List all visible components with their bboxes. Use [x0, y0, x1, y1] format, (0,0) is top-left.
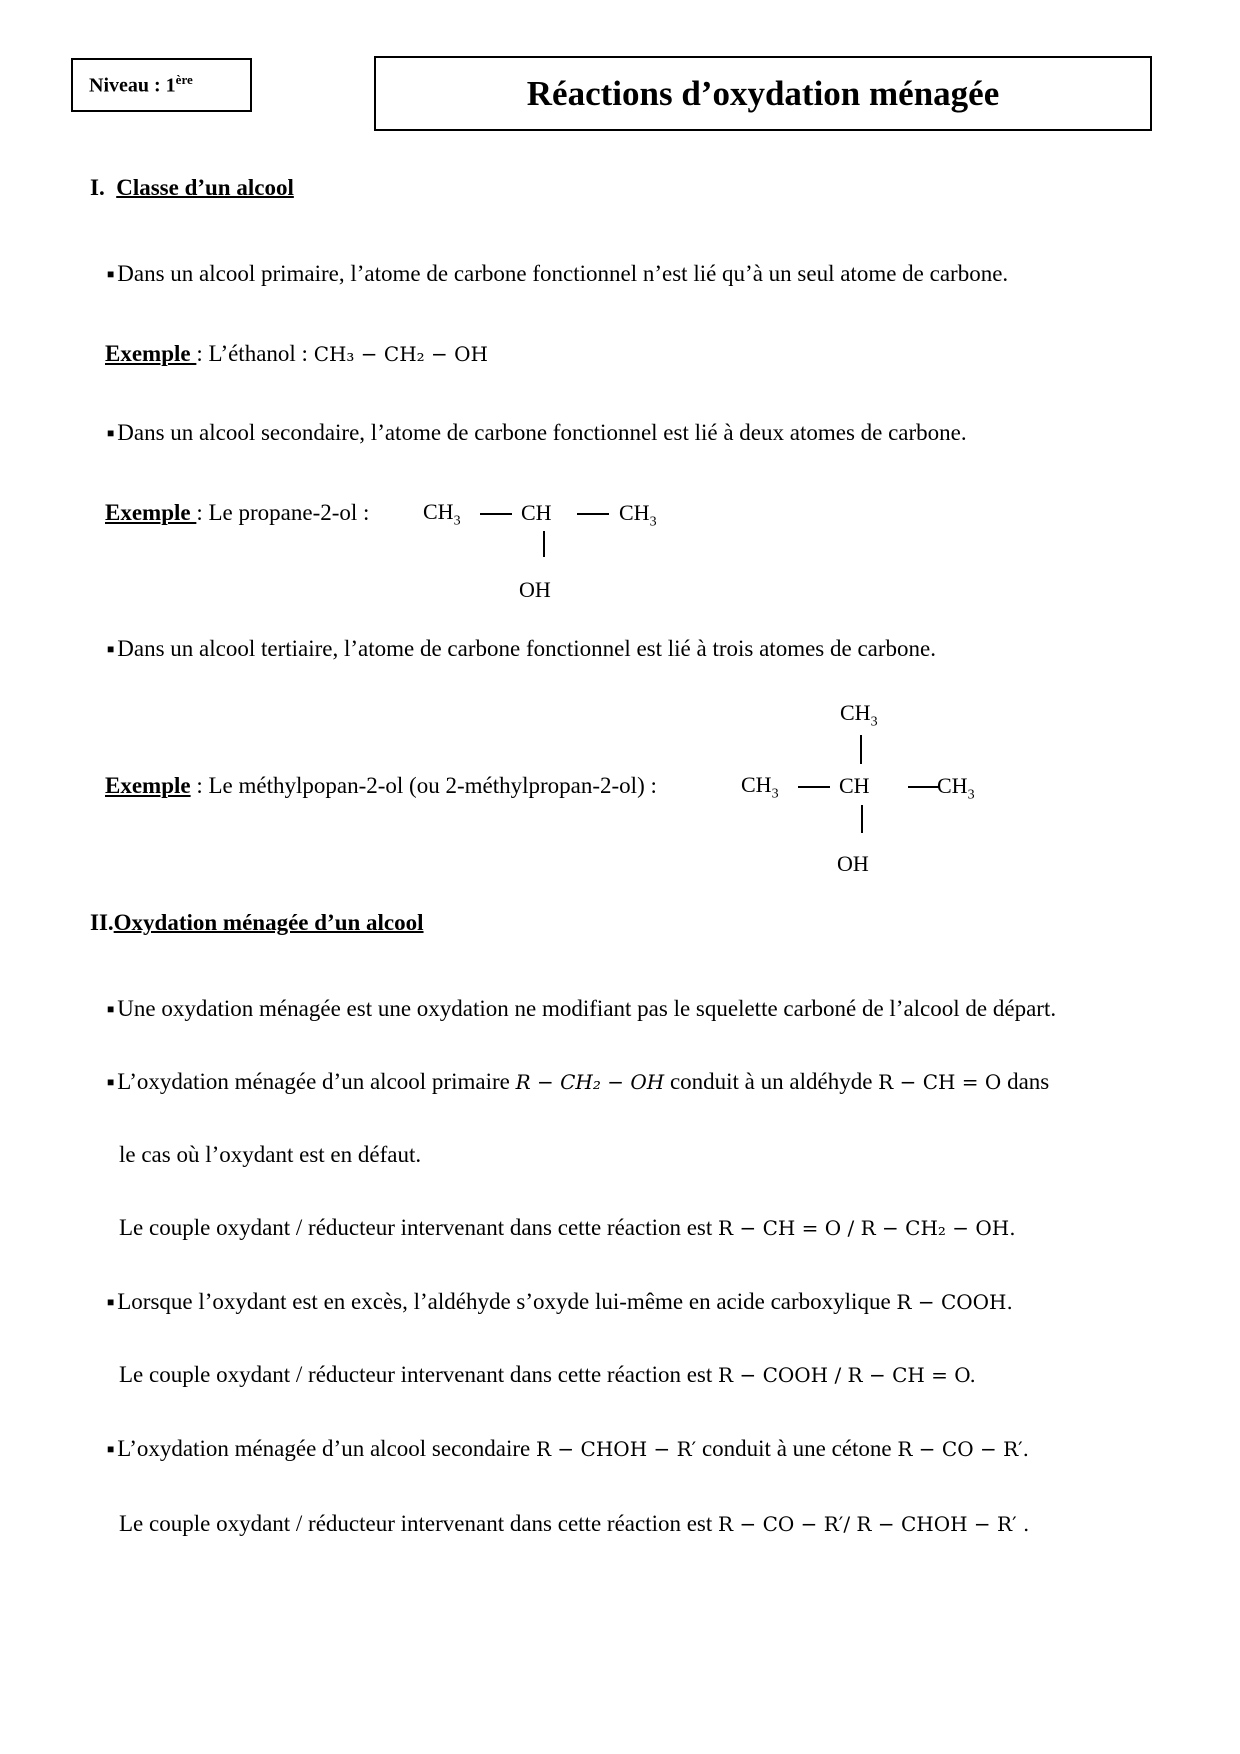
paragraph-couple-3: Le couple oxydant / réducteur intervenant dans cette réaction est R − CO − R′/ R − CHOH − R′ .: [119, 1511, 1030, 1536]
paragraph-couple-2: Le couple oxydant / réducteur intervenant dans cette réaction est R − COOH / R − CH = O.: [119, 1362, 976, 1387]
section-1-heading: I. Classe d’un alcool: [90, 175, 294, 200]
paragraph-excess-oxidant: ■ Lorsque l’oxydant est en excès, l’aldéhyde s’oxyde lui-même en acide carboxylique R − COOH.: [107, 1289, 1013, 1314]
paragraph-primary-oxidation: ■ L’oxydation ménagée d’un alcool primaire R − CH₂ − OH conduit à un aldéhyde R − CH = O dans: [107, 1069, 1050, 1094]
example-ethanol: Exemple : L’éthanol : CH₃ − CH₂ − OH: [105, 341, 488, 366]
paragraph-definition: ■ Une oxydation ménagée est une oxydation ne modifiant pas le squelette carboné de l’alcool de départ.: [107, 996, 1057, 1021]
paragraph-tertiary: ■ Dans un alcool tertiaire, l’atome de carbone fonctionnel est lié à trois atomes de carbone.: [107, 636, 936, 661]
example-methylpropanol: Exemple : Le méthylpopan-2-ol (ou 2-méthylpropan-2-ol) :: [105, 773, 657, 798]
paragraph-primary: ■ Dans un alcool primaire, l’atome de carbone fonctionnel n’est lié qu’à un seul atome de carbone.: [107, 261, 1009, 286]
paragraph-primary-oxidation-cont: le cas où l’oxydant est en défaut.: [119, 1142, 422, 1167]
level-sup: ère: [175, 72, 193, 87]
level-label: Niveau : 1: [89, 74, 176, 97]
paragraph-secondary: ■ Dans un alcool secondaire, l’atome de carbone fonctionnel est lié à deux atomes de carbone.: [107, 420, 967, 445]
paragraph-secondary-oxidation: ■ L’oxydation ménagée d’un alcool secondaire R − CHOH − R′ conduit à une cétone R − CO − R′.: [107, 1436, 1030, 1461]
section-2-heading: II.Oxydation ménagée d’un alcool: [90, 910, 424, 935]
level-box: [71, 58, 252, 112]
page-title: Réactions d’oxydation ménagée: [374, 56, 1152, 131]
example-propanol: Exemple : Le propane-2-ol :: [105, 500, 370, 525]
paragraph-couple-1: Le couple oxydant / réducteur intervenant dans cette réaction est R − CH = O / R − CH₂ − OH.: [119, 1215, 1016, 1240]
